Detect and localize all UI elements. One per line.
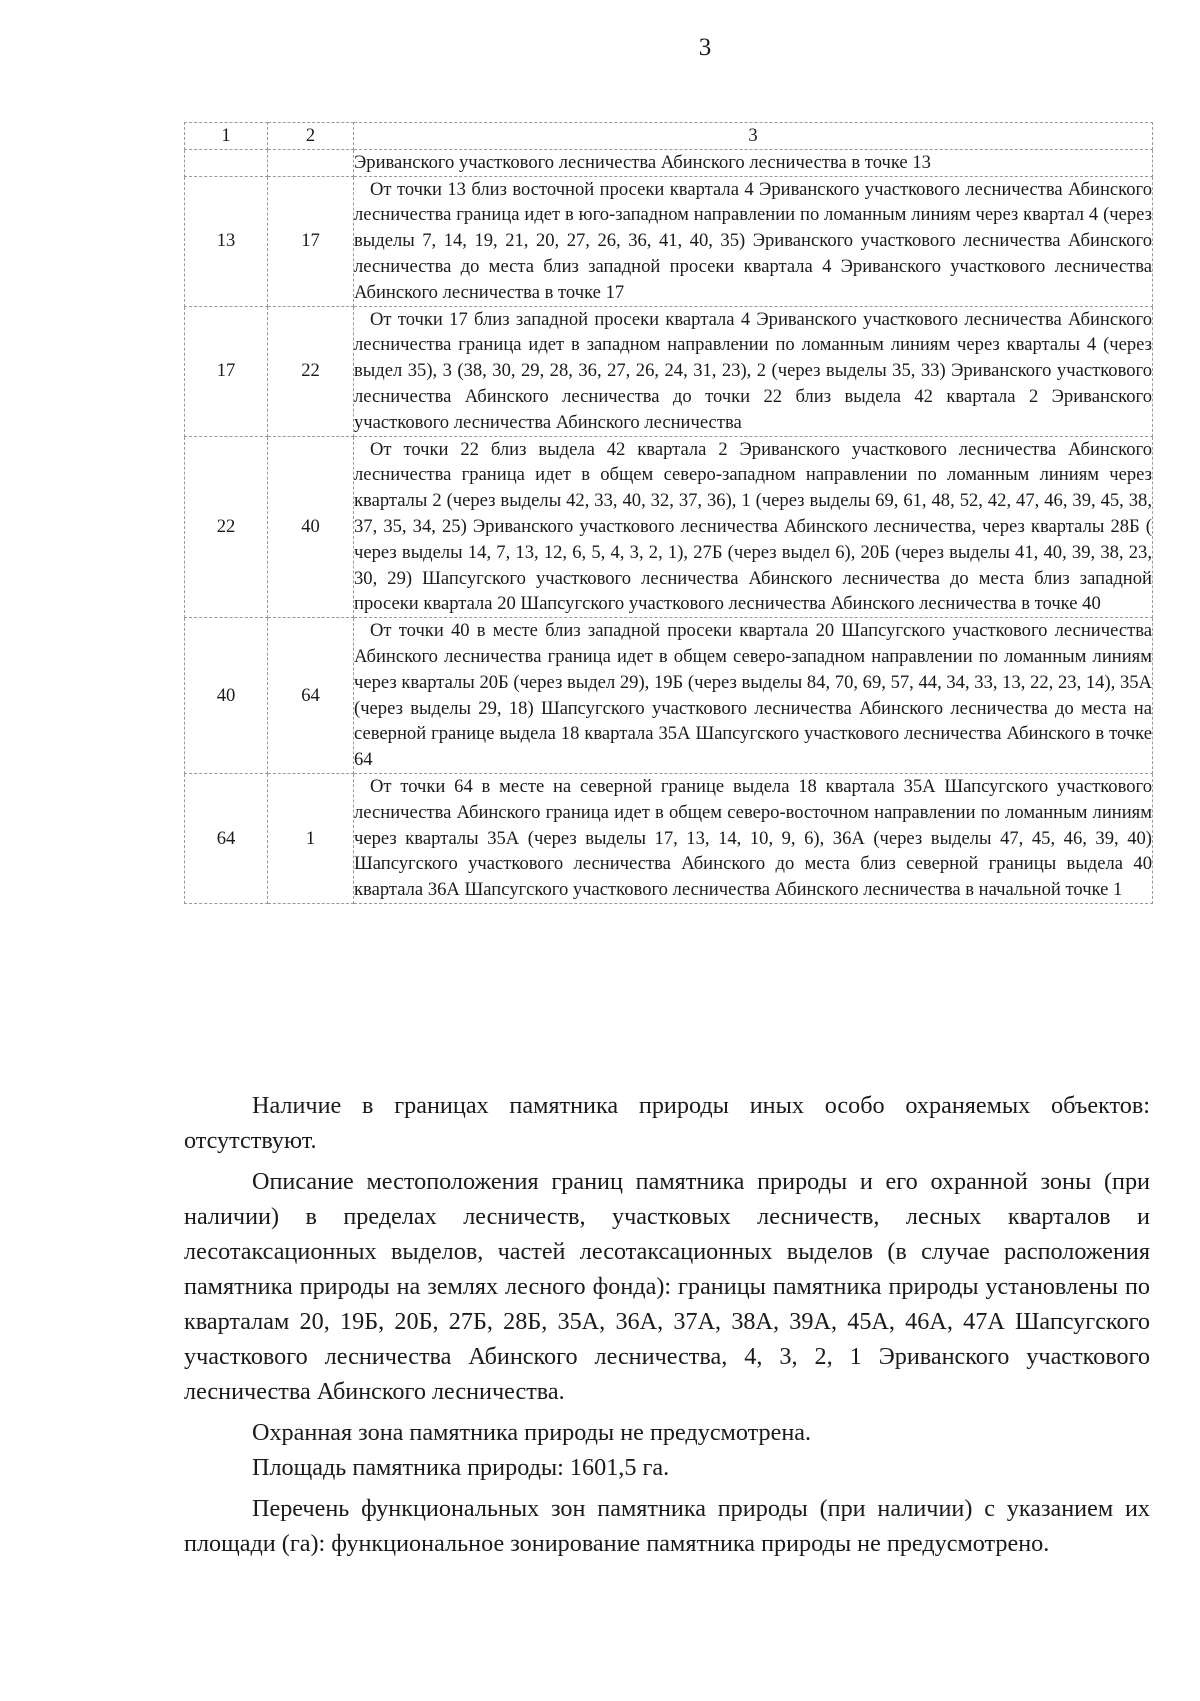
point-to: 22 — [268, 306, 354, 436]
table-row — [185, 306, 1153, 436]
paragraph-functional-zones: Перечень функциональных зон памятника природы (при наличии) с указанием их площади (га): функциональное зонирование памятника природы не предусмотрено. — [184, 1495, 1150, 1557]
column-header: 1 — [185, 123, 268, 150]
point-to: 40 — [268, 436, 354, 618]
column-header: 3 — [354, 123, 1153, 150]
paragraph-other-objects: Наличие в границах памятника природы иных особо охраняемых объектов: отсутствуют. — [184, 1092, 1150, 1154]
table-row — [185, 176, 1153, 306]
body-text — [184, 1088, 1150, 1561]
point-from: 22 — [185, 436, 268, 618]
point-to: 64 — [268, 618, 354, 774]
point-from: 40 — [185, 618, 268, 774]
point-to: 1 — [268, 773, 354, 903]
point-to: 17 — [268, 176, 354, 306]
boundary-table — [184, 122, 1153, 904]
point-from: 17 — [185, 306, 268, 436]
boundary-description: От точки 13 близ восточной просеки квартала 4 Эриванского участкового лесничества Абинского лесничества граница идет в юго-западном направлении по ломанным линиям через квартал 4 (через выделы 7, 14, 19, 21, 20, 27, 26, 36, 41, 40, 35) Эриванского участкового лесничества Абинского лесничества до места близ западной просеки квартала 4 Эриванского участкового лесничества Абинского лесничества в точке 17 — [354, 178, 1152, 303]
point-from: 64 — [185, 773, 268, 903]
paragraph-area: Площадь памятника природы: 1601,5 га. — [252, 1454, 670, 1481]
boundary-description: От точки 22 близ выдела 42 квартала 2 Эриванского участкового лесничества Абинского лесничества граница идет в общем северо-западном направлении по ломанным линиям через кварталы 2 (через выделы 42, 33, 40, 32, 37, 36), 1 (через выделы 69, 61, 48, 52, 42, 47, 46, 39, 45, 38, 37, 35, 34, 25) Эриванского участкового лесничества Абинского лесничества, через кварталы 28Б ( через выделы 14, 7, 13, 12, 6, 5, 4, 3, 2, 1), 27Б (через выдел 6), 20Б (через выделы 41, 40, 39, 38, 23, 30, 29) Шапсугского участкового лесничества Абинского лесничества до места близ западной просеки квартала 20 Шапсугского участкового лесничества Абинского лесничества в точке 40 — [354, 438, 1152, 615]
column-header: 2 — [268, 123, 354, 150]
boundary-description: От точки 17 близ западной просеки квартала 4 Эриванского участкового лесничества Абинского лесничества граница идет в западном направлении по ломанным линиям через кварталы 4 (через выдел 35), 3 (38, 30, 29, 28, 36, 27, 26, 24, 31, 23), 2 (через выделы 35, 33) Эриванского участкового лесничества Абинского лесничества до точки 22 близ выдела 42 квартала 2 Эриванского участкового лесничества Абинского лесничества — [354, 308, 1152, 433]
table-row — [185, 436, 1153, 618]
paragraph-location-description: Описание местоположения границ памятника природы и его охранной зоны (при наличии) в пределах лесничеств, участковых лесничеств, лесных кварталов и лесотаксационных выделов, частей лесотаксационных выделов (в случае расположения памятника природы на землях лесного фонда): границы памятника природы установлены по кварталам 20, 19Б, 20Б, 27Б, 28Б, 35А, 36А, 37А, 38А, 39А, 45А, 46А, 47А Шапсугского участкового лесничества Абинского лесничества, 4, 3, 2, 1 Эриванского участкового лесничества Абинского лесничества. — [184, 1168, 1150, 1405]
boundary-description: От точки 64 в месте на северной границе выдела 18 квартала 35А Шапсугского участкового лесничества Абинского граница идет в общем северо-восточном направлении по ломанным линиям через кварталы 35А (через выделы 17, 13, 14, 10, 9, 6), 36А (через выделы 47, 45, 46, 39, 40) Шапсугского участкового лесничества Абинского до места близ северной границы выдела 40 квартала 36А Шапсугского участкового лесничества Абинского лесничества в начальной точке 1 — [354, 775, 1152, 901]
table-row — [185, 618, 1153, 774]
table-header-row — [185, 123, 1153, 150]
continuation-text: Эриванского участкового лесничества Абинского лесничества в точке 13 — [354, 151, 931, 173]
table-row — [185, 773, 1153, 903]
page-number: 3 — [698, 34, 712, 61]
paragraph-protection-zone: Охранная зона памятника природы не предусмотрена. — [252, 1419, 812, 1446]
boundary-description: От точки 40 в месте близ западной просеки квартала 20 Шапсугского участкового лесничества Абинского лесничества граница идет в общем северо-западном направлении по ломанным линиям через кварталы 20Б (через выдел 29), 19Б (через выделы 84, 70, 69, 57, 44, 34, 33, 13, 22, 23, 14), 35А (через выделы 29, 18) Шапсугского участкового лесничества Абинского лесничества до места на северной границе выдела 18 квартала 35А Шапсугского участкового лесничества Абинского в точке 64 — [354, 620, 1152, 771]
table-row — [185, 149, 1153, 176]
point-from: 13 — [185, 176, 268, 306]
